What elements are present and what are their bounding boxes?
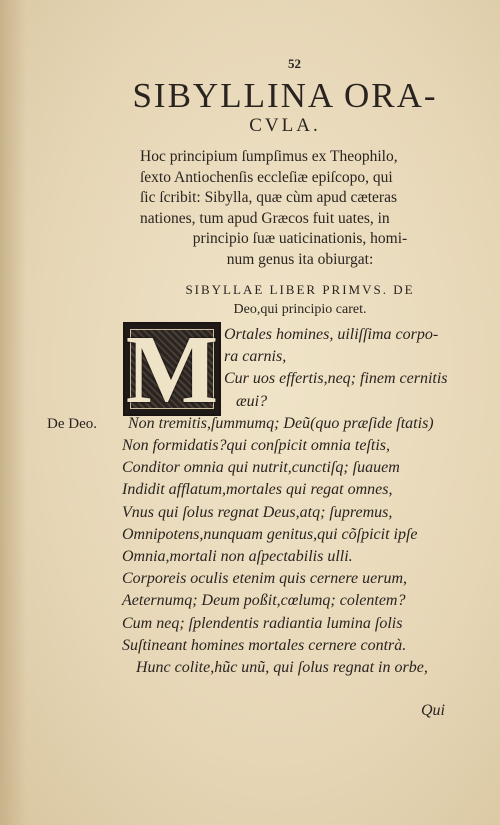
intro-paragraph [140, 147, 460, 270]
intro-line: num genus ita obiurgat: [226, 250, 374, 268]
verse-line: ra carnis, [224, 348, 287, 366]
page-gutter-shadow [0, 0, 26, 825]
page-title-continuation: CVLA. [249, 115, 321, 136]
decorated-initial-letter: M [125, 316, 219, 424]
verse-text [122, 324, 472, 679]
verse-line: Vnus qui ſolus regnat Deus,atq; ſupremus, [122, 503, 393, 521]
verse-line: Cur uos effertis,neq; finem cernitis [224, 370, 448, 388]
section-heading-line: SIBYLLAE LIBER PRIMVS. DE [185, 282, 415, 297]
page-number: 52 [288, 56, 301, 71]
verse-line: Ortales homines, uiliſſima corpo- [224, 326, 439, 343]
verse-line: Non formidatis?qui conſpicit omnia teſtis, [122, 437, 390, 455]
verse-line: Omnipotens,nunquam genitus,qui cõſpicit ipſe [122, 525, 418, 543]
verse-line: Corporeis oculis etenim quis cernere uerum, [122, 570, 407, 588]
verse-line: Conditor omnia qui nutrit,cunctiſq; ſuauem [122, 459, 400, 477]
intro-line: principio ſuæ uaticinationis, homi- [192, 230, 408, 247]
catchword: Qui [421, 702, 445, 719]
verse-line: Indidit afflatum,mortales qui regat omnes, [122, 481, 393, 499]
section-heading-line: Deo,qui principio caret. [233, 302, 367, 317]
verse-line: Suſtineant homines mortales cernere contrà. [122, 636, 407, 654]
intro-line: ſic ſcribit: Sibylla, quæ cùm apud cæteras [140, 189, 397, 206]
verse-line: Cum neq; ſplendentis radiantia lumina ſolis [122, 614, 403, 632]
verse-line: Aeternumq; Deum poßit,cœlumq; colentem? [122, 592, 406, 610]
intro-line: Hoc principium ſumpſimus ex Theophilo, [140, 148, 398, 165]
verse-line: Omnia,mortali non aſpectabilis ulli. [122, 548, 353, 566]
margin-note: De Deo. [47, 416, 97, 432]
verse-line: Non tremitis,ſummumq; Deũ(quo præſide ſtatis) [128, 414, 434, 432]
intro-line: nationes, tum apud Græcos fuit uates, in [140, 209, 390, 227]
verse-line: Hunc colite,hũc unũ, qui ſolus regnat in orbe, [136, 659, 428, 677]
verse-line: æui? [236, 392, 268, 410]
section-heading [140, 280, 460, 320]
page-title: SIBYLLINA ORA- [132, 76, 438, 115]
intro-line: ſexto Antiochenſis eccleſiæ epiſcopo, qui [140, 168, 393, 186]
